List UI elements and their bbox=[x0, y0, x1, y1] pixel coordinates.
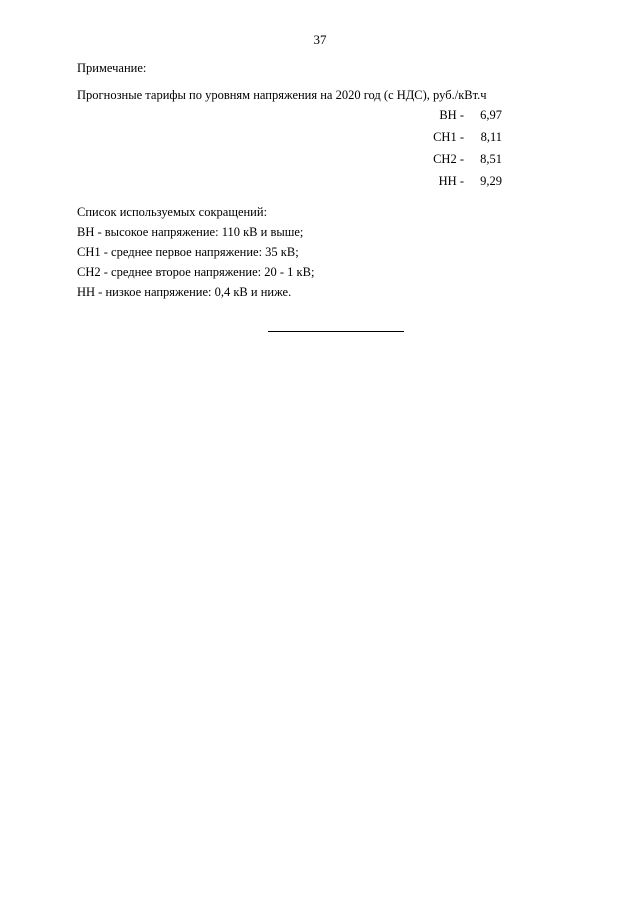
abbreviation-item: НН - низкое напряжение: 0,4 кВ и ниже. bbox=[77, 285, 292, 299]
abbreviation-item: СН2 - среднее второе напряжение: 20 - 1 кВ; bbox=[77, 265, 315, 279]
tariff-value: 6,97 bbox=[480, 108, 502, 122]
tariff-title: Прогнозные тарифы по уровням напряжения на 2020 год (с НДС), руб./кВт.ч bbox=[77, 88, 487, 102]
note-heading: Примечание: bbox=[77, 61, 147, 75]
tariff-value: 8,51 bbox=[480, 152, 502, 166]
tariff-row-sn1 bbox=[382, 129, 502, 151]
abbreviation-item: ВН - высокое напряжение: 110 кВ и выше; bbox=[77, 225, 304, 239]
tariff-level: СН2 - bbox=[433, 152, 464, 166]
tariff-value: 9,29 bbox=[480, 174, 502, 188]
tariff-row-sn2 bbox=[382, 151, 502, 173]
tariff-level: НН - bbox=[438, 174, 464, 188]
tariff-level: ВН - bbox=[439, 108, 464, 122]
abbreviations-heading: Список используемых сокращений: bbox=[77, 205, 268, 219]
tariff-value: 8,11 bbox=[480, 130, 502, 144]
tariff-row-nn bbox=[382, 173, 502, 195]
abbreviation-item: СН1 - среднее первое напряжение: 35 кВ; bbox=[77, 245, 299, 259]
tariff-list bbox=[382, 107, 502, 195]
page-number: 37 bbox=[313, 32, 327, 47]
tariff-level: СН1 - bbox=[433, 130, 464, 144]
end-separator-line bbox=[268, 331, 404, 332]
abbreviations-section bbox=[77, 204, 314, 304]
tariff-row-vn bbox=[382, 107, 502, 129]
